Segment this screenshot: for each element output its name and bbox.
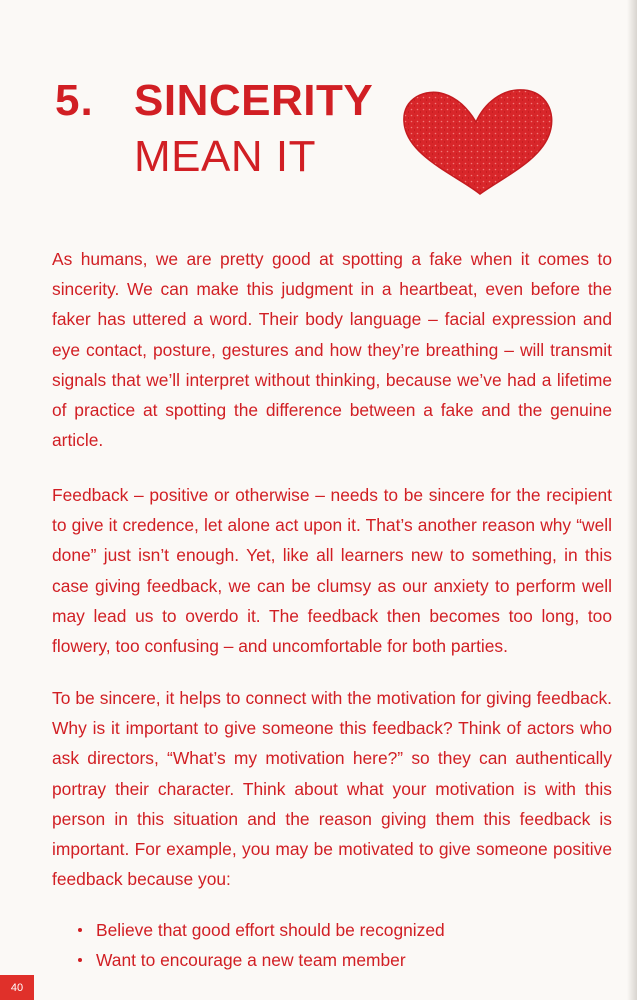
bullet-dot-icon [78, 928, 82, 932]
bullet-dot-icon [78, 958, 82, 962]
list-item-text: Want to encourage a new team member [96, 950, 406, 970]
paragraph-3: To be sincere, it helps to connect with the motivation for giving feedback. Why is it important to give someone this feedback? Think of actors who ask directors, “What’s my motivation here?” so they can authentically portray their character. Think about what your motivation is with this person in this situation and the reason giving them this feedback is important. For example, you may be motivated to give someone positive feedback because you: [52, 688, 612, 890]
page-edge-shadow [627, 0, 637, 1000]
section-subtitle: MEAN IT [134, 132, 316, 181]
section-title: SINCERITY [134, 76, 374, 125]
list-item [78, 915, 445, 945]
list-item [78, 945, 445, 975]
bullet-list [78, 915, 445, 975]
section-number: 5. [55, 76, 94, 125]
list-item-text: Believe that good effort should be recognized [96, 920, 445, 940]
page-number: 40 [0, 975, 34, 1000]
paragraph-1: As humans, we are pretty good at spotting a fake when it comes to sincerity. We can make this judgment in a heartbeat, even before the faker has uttered a word. Their body language – facial expression and eye contact, posture, gestures and how they’re breathing – will transmit signals that we’ll interpret without thinking, because we’ve had a lifetime of practice at spotting the difference between a fake and the genuine article. [52, 249, 612, 451]
heart-icon [398, 84, 558, 199]
paragraph-2: Feedback – positive or otherwise – needs to be sincere for the recipient to give it credence, let alone act upon it. That’s another reason why “well done” just isn’t enough. Yet, like all learners new to something, in this case giving feedback, we can be clumsy as our anxiety to perform well may lead us to overdo it. The feedback then becomes too long, too flowery, too confusing – and uncomfortable for both parties. [52, 485, 612, 657]
